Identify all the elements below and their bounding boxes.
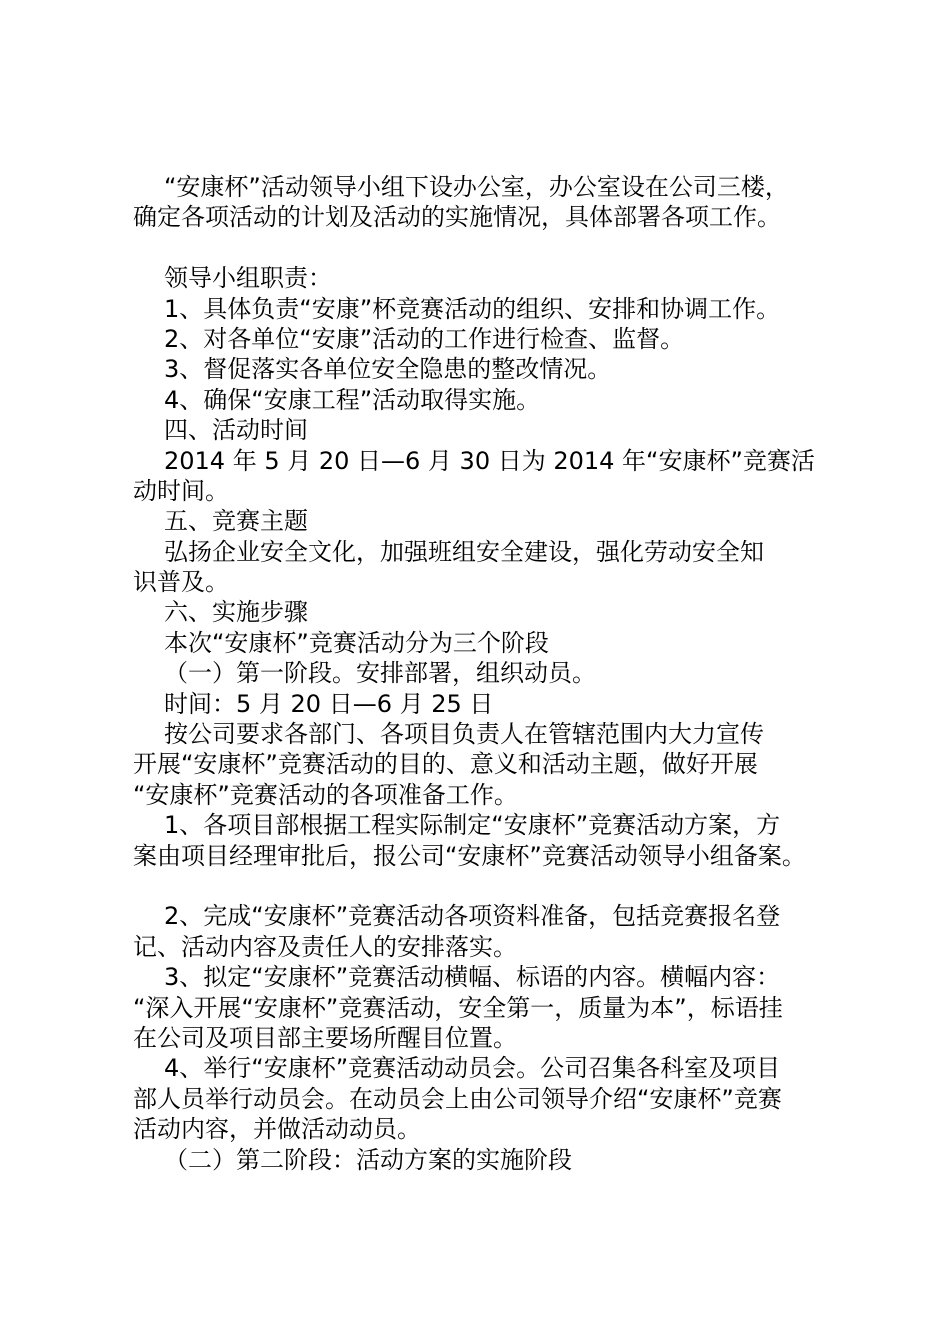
phase1-time: 时间：5 月 20 日—6 月 25 日 [164,689,494,718]
duty-item-1: 1、具体负责“安康”杯竞赛活动的组织、安排和协调工作。 [164,294,781,323]
section-steps-heading: 六、实施步骤 [164,598,308,627]
section-theme-line-1: 弘扬企业安全文化，加强班组安全建设，强化劳动安全知 [164,537,764,566]
phase1-paragraph-line-3: “安康杯”竞赛活动的各项准备工作。 [133,780,518,809]
section-time-heading: 四、活动时间 [164,416,308,445]
step-item-3-line-2: “深入开展“安康杯”竞赛活动，安全第一，质量为本”，标语挂 [133,993,783,1022]
duty-item-4: 4、确保“安康工程”活动取得实施。 [164,385,541,414]
step-item-4-line-2: 部人员举行动员会。在动员会上由公司领导介绍“安康杯”竞赛 [133,1084,782,1113]
section-time-line-1: 2014 年 5 月 20 日—6 月 30 日为 2014 年“安康杯”竞赛活 [164,446,815,475]
section-time-line-2: 动时间。 [133,476,229,505]
blank-line [133,871,833,901]
step-item-3-line-1: 3、拟定“安康杯”竞赛活动横幅、标语的内容。横幅内容： [164,963,781,992]
section-steps-intro: 本次“安康杯”竞赛活动分为三个阶段 [164,628,549,657]
step-item-1-line-1: 1、各项目部根据工程实际制定“安康杯”竞赛活动方案，方 [164,811,781,840]
step-item-1-line-2: 案由项目经理审批后，报公司“安康杯”竞赛活动领导小组备案。 [133,841,806,870]
phase1-paragraph-line-2: 开展“安康杯”竞赛活动的目的、意义和活动主题，做好开展 [133,750,758,779]
office-paragraph-line-1: “安康杯”活动领导小组下设办公室，办公室设在公司三楼， [164,173,789,201]
step-item-2-line-1: 2、完成“安康杯”竞赛活动各项资料准备，包括竞赛报名登 [164,902,781,931]
blank-line [133,233,833,263]
phase1-title: （一）第一阶段。安排部署，组织动员。 [164,659,596,688]
phase2-title: （二）第二阶段：活动方案的实施阶段 [164,1145,572,1174]
step-item-3-line-3: 在公司及项目部主要场所醒目位置。 [133,1023,517,1052]
duty-item-3: 3、督促落实各单位安全隐患的整改情况。 [164,355,612,384]
document-body [133,172,833,1175]
leadership-duties-heading: 领导小组职责： [164,264,332,293]
duty-item-2: 2、对各单位“安康”活动的工作进行检查、监督。 [164,324,685,353]
section-theme-heading: 五、竞赛主题 [164,507,308,536]
step-item-4-line-1: 4、举行“安康杯”竞赛活动动员会。公司召集各科室及项目 [164,1054,781,1083]
section-theme-line-2: 识普及。 [133,568,229,597]
phase1-paragraph-line-1: 按公司要求各部门、各项目负责人在管辖范围内大力宣传 [164,720,764,749]
step-item-2-line-2: 记、活动内容及责任人的安排落实。 [133,932,517,961]
office-paragraph-line-2: 确定各项活动的计划及活动的实施情况，具体部署各项工作。 [133,203,781,232]
step-item-4-line-3: 活动内容，并做活动动员。 [133,1115,421,1144]
